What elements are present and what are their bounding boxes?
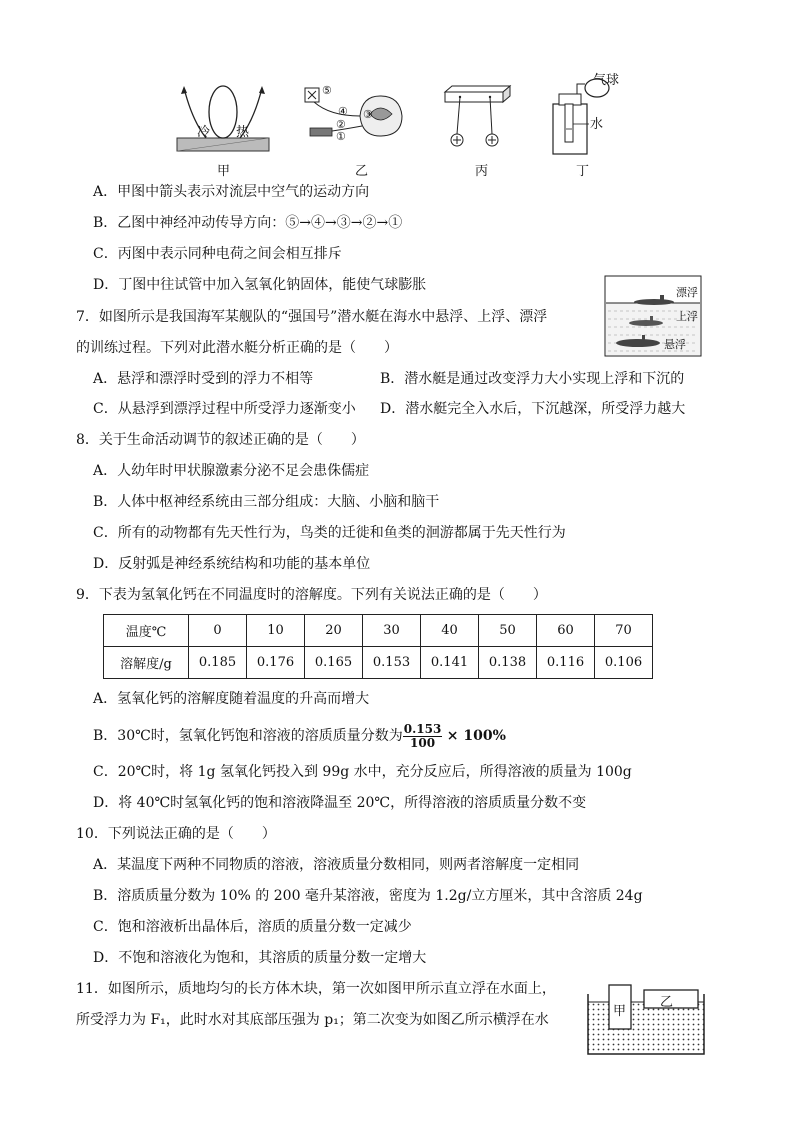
- q10-option-c: C．饱和溶液析出晶体后，溶质的质量分数一定减少: [93, 919, 412, 935]
- caption-jia: 甲: [217, 164, 231, 179]
- table-cell: 0.141: [421, 647, 479, 679]
- q9-option-a: A．氢氧化钙的溶解度随着温度的升高而增大: [93, 691, 370, 707]
- table-cell: 40: [421, 615, 479, 647]
- table-cell: 0.176: [247, 647, 305, 679]
- q9-option-b-percent: × 100%: [446, 728, 506, 744]
- q11-label-jia: 甲: [613, 1004, 627, 1019]
- q9-option-c: C．20℃时，将 1g 氢氧化钙投入到 99g 水中，充分反应后，所得溶液的质量为 100g: [93, 764, 632, 780]
- figure-jia-convection: [172, 80, 272, 155]
- q9-option-b-text: B．30℃时，氢氧化钙饱和溶液的溶质质量分数为: [93, 728, 403, 744]
- q10-option-b: B．溶质质量分数为 10% 的 200 毫升某溶液，密度为 1.2g/立方厘米，其中含溶质 24g: [93, 888, 643, 904]
- figure-yi-reflex-arc: [300, 86, 415, 146]
- caption-bing: 丙: [475, 164, 489, 179]
- q6-option-c: C．丙图中表示同种电荷之间会相互排斥: [93, 246, 342, 262]
- table-cell: 50: [479, 615, 537, 647]
- mark-1: ①: [336, 130, 346, 143]
- label-shui: 水: [590, 117, 604, 132]
- q6-option-a: A．甲图中箭头表示对流层中空气的运动方向: [93, 184, 370, 200]
- q6-option-d: D．丁图中往试管中加入氢氧化钠固体，能使气球膨胀: [93, 277, 427, 293]
- figure-bing-charges: [440, 86, 515, 152]
- table-cell: 20: [305, 615, 363, 647]
- table-header-solubility: 溶解度/g: [104, 647, 189, 679]
- q7-label-shangfu: 上浮: [676, 310, 698, 323]
- q11-stem-line2: 所受浮力为 F₁，此时水对其底部压强为 p₁；第二次变为如图乙所示横浮在水: [76, 1012, 549, 1028]
- table-cell: 0.165: [305, 647, 363, 679]
- q7-stem-line2: 的训练过程。下列对此潜水艇分析正确的是（ ）: [76, 340, 398, 356]
- table-cell: 70: [595, 615, 653, 647]
- q6-option-b: B．乙图中神经冲动传导方向：⑤→④→③→②→①: [93, 215, 403, 231]
- q7-label-piaofu: 漂浮: [676, 286, 698, 299]
- table-cell: 0.106: [595, 647, 653, 679]
- q7-option-a: A．悬浮和漂浮时受到的浮力不相等: [93, 371, 314, 387]
- q9-option-d: D．将 40℃时氢氧化钙的饱和溶液降温至 20℃，所得溶液的溶质质量分数不变: [93, 795, 587, 811]
- label-qiqiu: 气球: [593, 73, 620, 88]
- solubility-table: [103, 614, 653, 679]
- mark-5: ⑤: [322, 84, 332, 97]
- q11-stem-line1: 11．如图所示，质地均匀的长方体木块，第一次如图甲所示直立浮在水面上，: [76, 981, 556, 997]
- label-re: 热: [236, 125, 250, 140]
- q11-wood-block-figure: [586, 982, 706, 1056]
- q7-option-d: D．潜水艇完全入水后，下沉越深，所受浮力越大: [380, 401, 686, 417]
- table-cell: 0.153: [363, 647, 421, 679]
- mark-2: ②: [336, 118, 346, 131]
- q7-option-c: C．从悬浮到漂浮过程中所受浮力逐渐变小: [93, 401, 356, 417]
- q9-stem: 9．下表为氢氧化钙在不同温度时的溶解度。下列有关说法正确的是（ ）: [76, 587, 547, 603]
- caption-yi: 乙: [355, 164, 369, 179]
- q7-stem-line1: 7．如图所示是我国海军某舰队的“强国号”潜水艇在海水中悬浮、上浮、漂浮: [76, 309, 548, 325]
- table-cell: 0.116: [537, 647, 595, 679]
- table-cell: 0.138: [479, 647, 537, 679]
- table-cell: 30: [363, 615, 421, 647]
- table-cell: 10: [247, 615, 305, 647]
- table-header-temp: 温度℃: [104, 615, 189, 647]
- q8-option-b: B．人体中枢神经系统由三部分组成：大脑、小脑和脑干: [93, 494, 440, 510]
- q8-stem: 8．关于生命活动调节的叙述正确的是（ ）: [76, 432, 365, 448]
- mark-3: ③: [363, 108, 373, 121]
- q10-option-d: D．不饱和溶液化为饱和，其溶质的质量分数一定增大: [93, 950, 427, 966]
- q8-option-a: A．人幼年时甲状腺激素分泌不足会患侏儒症: [93, 463, 370, 479]
- fraction-numerator: 0.153: [403, 721, 442, 736]
- label-leng: 冷: [197, 125, 211, 140]
- q8-option-d: D．反射弧是神经系统结构和功能的基本单位: [93, 556, 371, 572]
- q7-label-xuanfu: 悬浮: [664, 338, 686, 351]
- caption-ding: 丁: [576, 164, 590, 179]
- mark-4: ④: [338, 105, 348, 118]
- fraction-denominator: 100: [410, 735, 436, 750]
- table-cell: 0.185: [189, 647, 247, 679]
- q10-option-a: A．某温度下两种不同物质的溶液，溶液质量分数相同，则两者溶解度一定相同: [93, 857, 580, 873]
- q7-option-b: B．潜水艇是通过改变浮力大小实现上浮和下沉的: [380, 371, 685, 387]
- q8-option-c: C．所有的动物都有先天性行为，鸟类的迁徙和鱼类的洄游都属于先天性行为: [93, 525, 566, 541]
- table-row: [104, 647, 653, 679]
- q10-stem: 10．下列说法正确的是（ ）: [76, 826, 276, 842]
- table-row: [104, 615, 653, 647]
- q11-label-yi: 乙: [660, 995, 674, 1010]
- table-cell: 0: [189, 615, 247, 647]
- table-cell: 60: [537, 615, 595, 647]
- q9-option-b: [93, 722, 506, 750]
- q9-option-b-fraction: [403, 723, 443, 750]
